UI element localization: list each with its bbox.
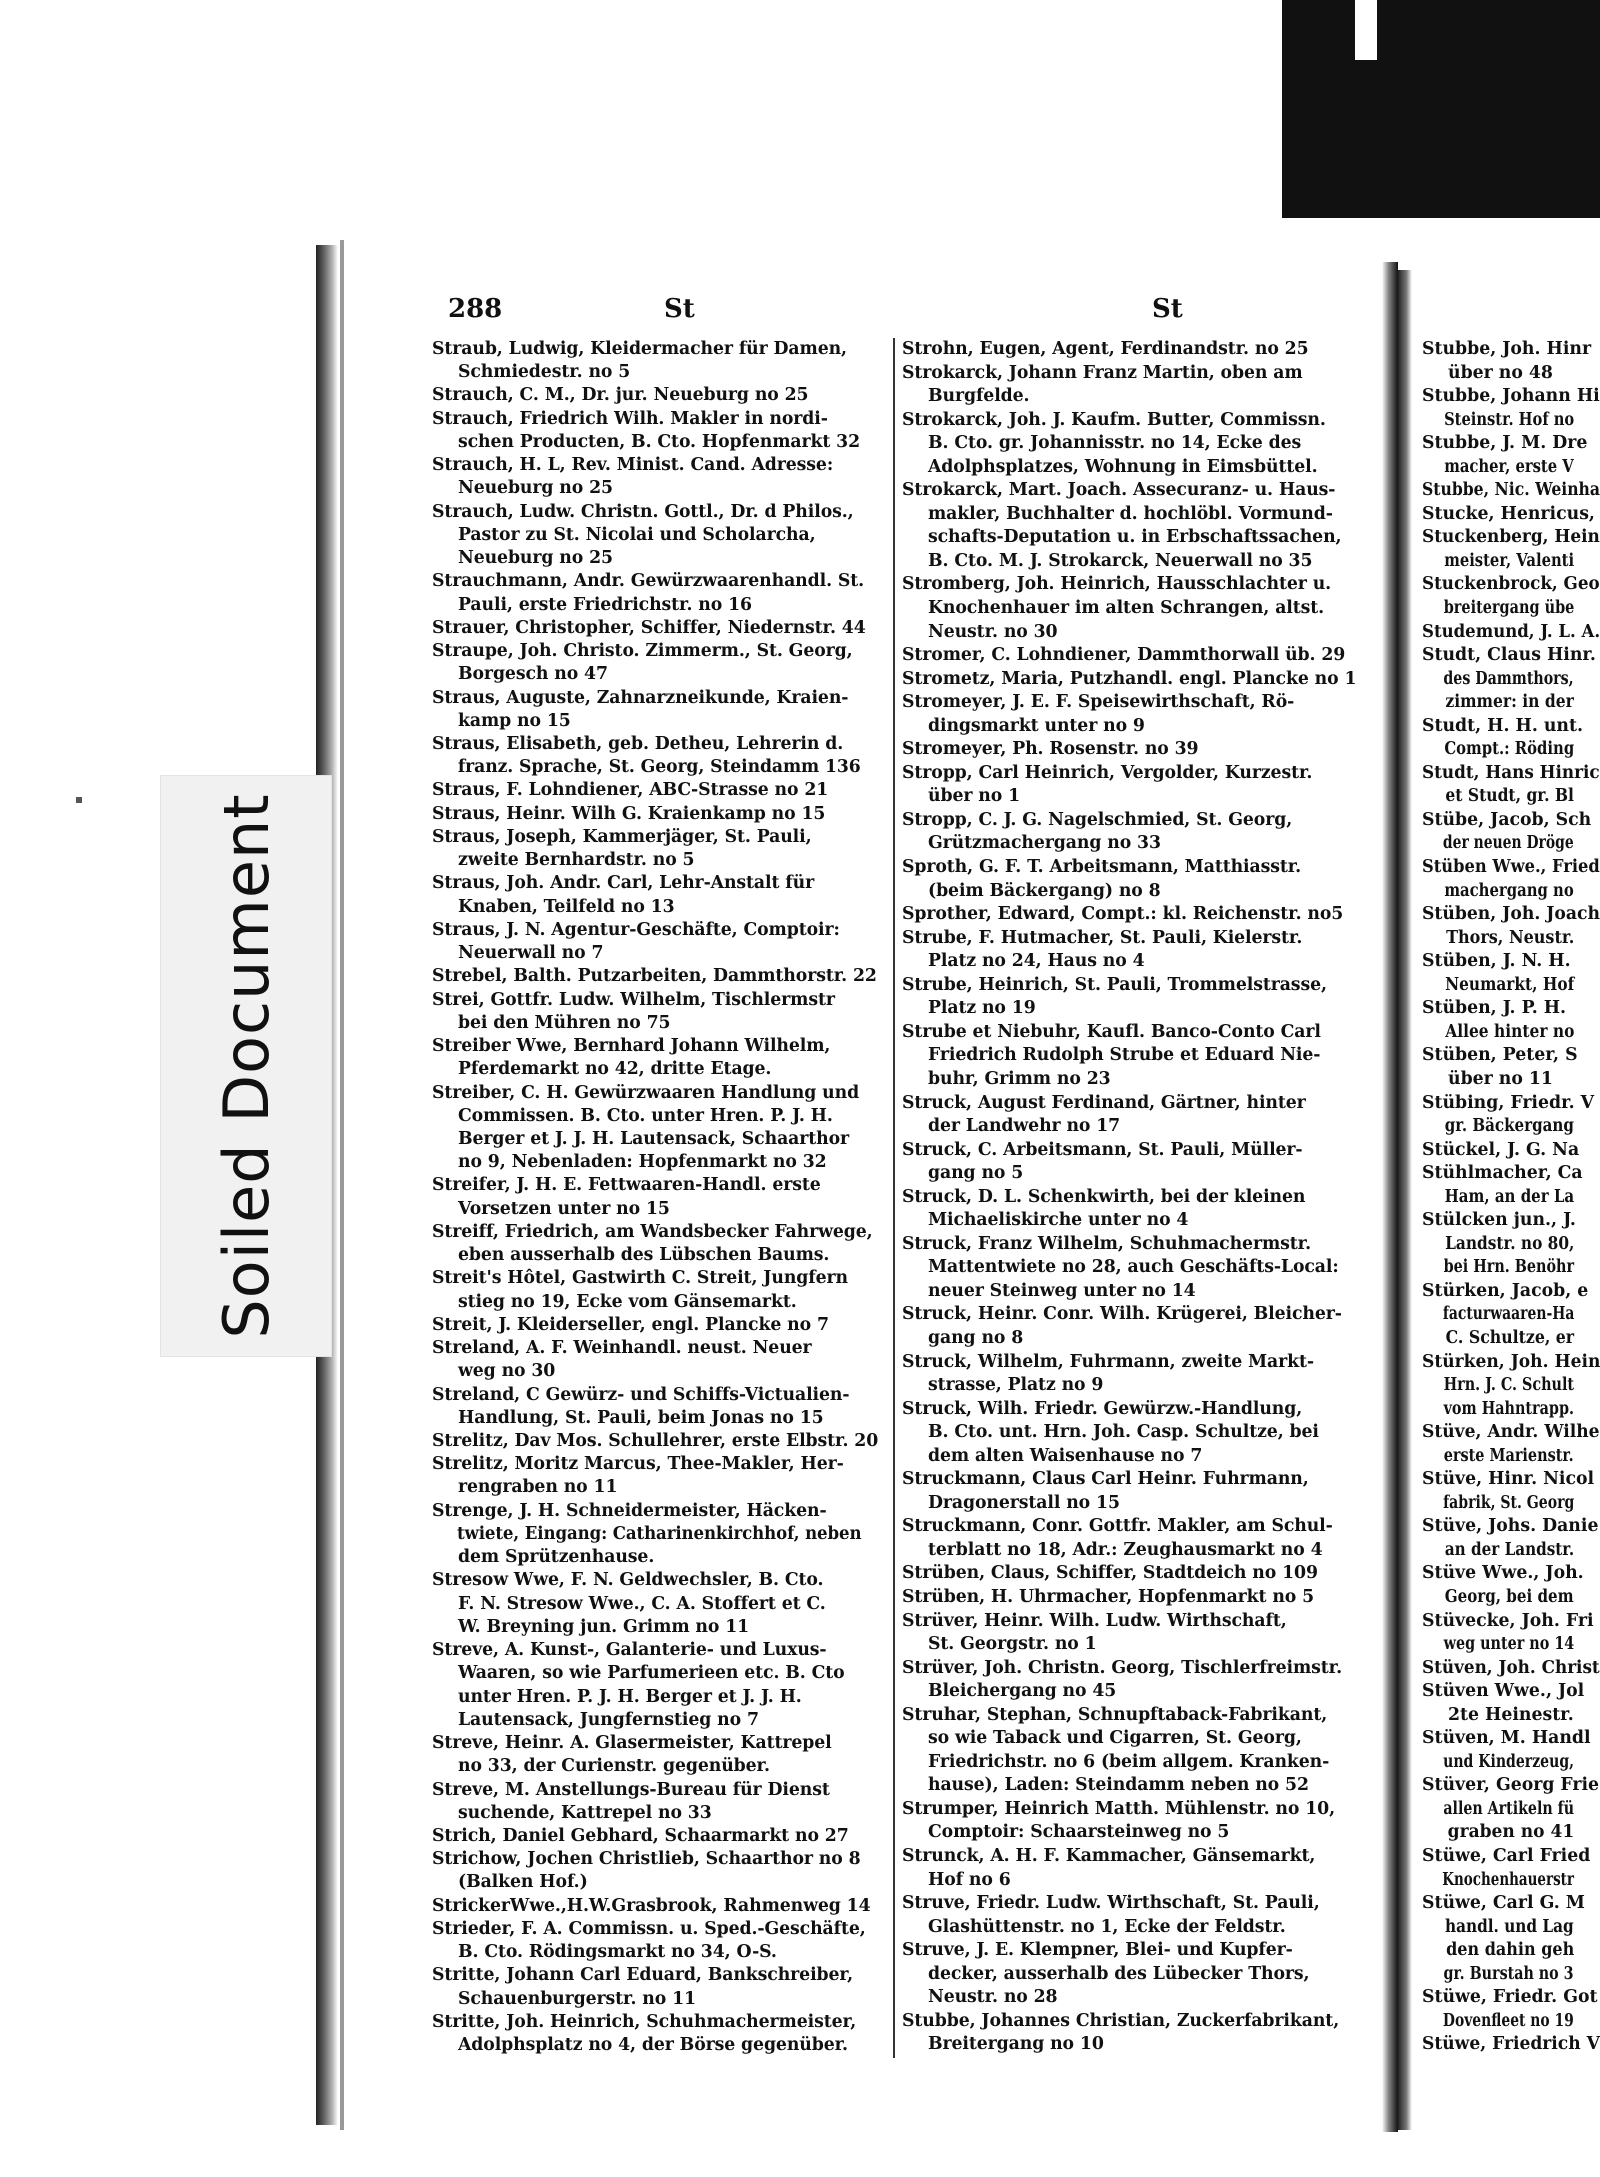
entry-continuation: dingsmarkt unter no 9 [928, 715, 1145, 736]
directory-column-left: Straub, Ludwig, Kleidermacher für Damen, Schmiedestr. no 5 Strauch, C. M., Dr. jur. Neueburg no 25 Strauch, Friedrich Wilh. Makler in nordi- schen Producten, B. Cto. Hopfenmarkt 32 Strauch, H. L, Rev. Minist. Cand. Adresse: Neueburg no 25 Strauch, Ludw. Christn. Gottl., Dr. d Philos., Pastor zu St. Nicolai und Scholarcha, Neueburg no 25 Strauchmann, Andr. Gewürzwaarenhandl. St. Pauli, erste Friedrichstr. no 16 Strauer, Christopher, Schiffer, Niedernstr. 44 Straupe, Joh. Christo. Zimmerm., St. Georg, Borgesch no 47 Straus, Auguste, Zahnarzneikunde, Kraien- kamp no 15 Straus, Elisabeth, geb. Detheu, Lehrerin d. franz. Sprache, St. Georg, Steindamm 136 Straus, F. Lohndiener, ABC-Strasse no 21 Straus, Heinr. Wilh G. Kraienkamp no 15 Straus, Joseph, Kammerjäger, St. Pauli, zweite Bernhardstr. no 5 Straus, Joh. Andr. Carl, Lehr-Anstalt für Knaben, Teilfeld no 13 Straus, J. N. Agentur-Geschäfte, Comptoir: Neuerwall no 7 Strebel, Balth. Putzarbeiten, Dammthorstr. 22 Strei, Gottfr. Ludw. Wilhelm, Tischlermstr bei den Mühren no 75 Streiber Wwe, Bernhard Johann Wilhelm, Pferdemarkt no 42, dritte Etage. Streiber, C. H. Gewürzwaaren Handlung und Commissen. B. Cto. unter Hren. P. J. H. Berger et J. J. H. Lautensack, Schaarthor no 9, Nebenladen: Hopfenmarkt no 32 Streifer, J. H. E. Fettwaaren-Handl. erste Vorsetzen unter no 15 Streiff, Friedrich, am Wandsbecker Fahrwege, eben ausserhalb des Lübschen Baums. Streit's Hôtel, Gastwirth C. Streit, Jungfern stieg no 19, Ecke vom Gänsemarkt. Streit, J. Kleiderseller, engl. Plancke no 7 Streland, A. F. Weinhandl. neust. Neuer weg no 30 Streland, C Gewürz- und Schiffs-Victualien- Handlung, St. Pauli, beim Jonas no 15 Strelitz, Dav Mos. Schullehrer, erste Elbstr. 20 Strelitz, Moritz Marcus, Thee-Makler, Her- rengraben no 11 Strenge, J. H. Schneidermeister, Häcken- twiete, Eingang: Catharinenkirchhof, neben dem Sprützenhause. Stresow Wwe, F. N. Geldwechsler, B. Cto. F. N. Stresow Wwe., C. A. Stoffert et C. W. Breyning jun. Grimm no 11 Streve, A. Kunst-, Galanterie- und Luxus- Waaren, so wie Parfumerieen etc. B. Cto unter Hren. P. J. H. Berger et J. J. H. Lautensack, Jungfernstieg no 7 Streve, Heinr. A. Glasermeister, Kattrepel no 33, der Curienstr. gegenüber. Streve, M. Anstellungs-Bureau für Dienst suchende, Kattrepel no 33 Strich, Daniel Gebhard, Schaarmarkt no 27 Strichow, Jochen Christlieb, Schaarthor no 8 (Balken Hof.) StrickerWwe.,H.W.Grasbrook, Rahmenweg 14 Strieder, F. A. Commissn. u. Sped.-Geschäfte, B. Cto. Rödingsmarkt no 34, O-S. Stritte, Johann Carl Eduard, Bankschreiber, Schauenburgerstr. no 11 Stritte, Joh. Heinrich, Schuhmachermeister, Adolphsplatz no 4, der Börse gegenüber. [432, 338, 887, 2057]
entry-continuation: gang no 5 [928, 1163, 1024, 1184]
entry-continuation: Handlung, St. Pauli, beim Jonas no 15 [458, 1407, 824, 1428]
entry-continuation: rengraben no 11 [458, 1477, 618, 1498]
entry-continuation: Allee hinter no [1445, 1021, 1575, 1042]
entry-continuation: F. N. Stresow Wwe., C. A. Stoffert et C. [458, 1593, 826, 1614]
stamp-label: Soiled Document [209, 793, 283, 1339]
entry-continuation: Neueburg no 25 [458, 478, 613, 499]
entry-continuation: Commissen. B. Cto. unter Hren. P. J. H. [458, 1105, 833, 1126]
entry-continuation: makler, Buchhalter d. hochlöbl. Vormund- [928, 503, 1333, 524]
border-gap [1355, 0, 1377, 60]
entry-continuation: breitergang übe [1443, 598, 1575, 619]
entry-continuation: neuer Steinweg unter no 14 [928, 1280, 1196, 1301]
page-gutter [1382, 262, 1398, 2132]
entry-continuation: Thors, Neustr. [1446, 927, 1575, 948]
entry-continuation: Pastor zu St. Nicolai und Scholarcha, [458, 524, 816, 545]
entry-continuation: über no 1 [928, 786, 1020, 807]
column-divider [893, 338, 895, 2058]
entry-continuation: stieg no 19, Ecke vom Gänsemarkt. [458, 1291, 797, 1312]
entry-continuation: über no 48 [1448, 362, 1553, 383]
entry-continuation: Dovenfleet no 19 [1442, 2010, 1574, 2031]
speck [76, 797, 82, 803]
entry-continuation: gr. Burstah no 3 [1443, 1963, 1574, 1984]
entry-continuation: B. Cto. Rödingsmarkt no 34, O-S. [458, 1942, 777, 1963]
soiled-document-stamp [160, 775, 332, 1357]
entry-continuation: Schauenburgerstr. no 11 [458, 1988, 696, 2009]
entry-continuation: Neustr. no 28 [928, 1987, 1058, 2008]
entry-continuation: so wie Taback und Cigarren, St. Georg, [928, 1728, 1302, 1749]
entry-continuation: weg no 30 [458, 1361, 556, 1382]
entry-continuation: Neueburg no 25 [458, 548, 613, 569]
entry-continuation: über no 11 [1448, 1068, 1553, 1089]
entry-continuation: Bleichergang no 45 [928, 1681, 1117, 1702]
entry-continuation: Adolphsplatz no 4, der Börse gegenüber. [458, 2035, 848, 2056]
entry-continuation: (Balken Hof.) [458, 1872, 588, 1893]
entry-continuation: W. Breyning jun. Grimm no 11 [458, 1616, 750, 1637]
entry-continuation: Compt.: Röding [1444, 739, 1575, 760]
entry-continuation: vom Hahntrapp. [1443, 1398, 1574, 1419]
entry-continuation: des Dammthors, [1443, 668, 1574, 689]
entry-continuation: strasse, Platz no 9 [928, 1375, 1104, 1396]
page-gutter-next [1398, 270, 1412, 2130]
entry-continuation: no 9, Nebenladen: Hopfenmarkt no 32 [458, 1152, 827, 1173]
entry-continuation: B. Cto. unt. Hrn. Joh. Casp. Schultze, bei [928, 1422, 1319, 1443]
entry-continuation: Friedrichstr. no 6 (beim allgem. Kranken- [928, 1751, 1330, 1772]
entry-continuation: graben no 41 [1447, 1822, 1575, 1843]
entry-continuation: zimmer: in der [1445, 692, 1574, 713]
entry-continuation: facturwaaren-Ha [1442, 1304, 1575, 1325]
entry-continuation: den dahin geh [1446, 1940, 1575, 1961]
entry-continuation: C. Schultze, er [1445, 1327, 1575, 1348]
entry-continuation: Neumarkt, Hof [1445, 974, 1575, 995]
entry-continuation: Platz no 19 [928, 998, 1036, 1019]
entry-continuation: schen Producten, B. Cto. Hopfenmarkt 32 [458, 431, 861, 452]
entry-continuation: Knaben, Teilfeld no 13 [458, 896, 675, 917]
entry-continuation: bei den Mühren no 75 [458, 1012, 671, 1033]
entry-continuation: Comptoir: Schaarsteinweg no 5 [928, 1822, 1230, 1843]
entry-continuation: Pauli, erste Friedrichstr. no 16 [458, 594, 752, 615]
page-edge [340, 240, 344, 2130]
entry-continuation: unter Hren. P. J. H. Berger et J. J. H. [458, 1686, 802, 1707]
entry-continuation: Knochenhauer im alten Schrangen, altst. [928, 598, 1325, 619]
dark-border-strip [1282, 0, 1600, 218]
entry-continuation: suchende, Kattrepel no 33 [458, 1802, 712, 1823]
directory-column-right: Strohn, Eugen, Agent, Ferdinandstr. no 25 Strokarck, Johann Franz Martin, oben am Burgfelde. Strokarck, Joh. J. Kaufm. Butter, Commissn. B. Cto. gr. Johannisstr. no 14, Ecke des Adolphsplatzes, Wohnung in Eimsbüttel. Strokarck, Mart. Joach. Assecuranz- u. Haus- makler, Buchhalter d. hochlöbl. Vormund- schafts-Deputation u. in Erbschaftssachen, B. Cto. M. J. Strokarck, Neuerwall no 35 Stromberg, Joh. Heinrich, Hausschlachter u. Knochenhauer im alten Schrangen, altst. Neustr. no 30 Stromer, C. Lohndiener, Dammthorwall üb. 29 Strometz, Maria, Putzhandl. engl. Plancke no 1 Stromeyer, J. E. F. Speisewirthschaft, Rö- dingsmarkt unter no 9 Stromeyer, Ph. Rosenstr. no 39 Stropp, Carl Heinrich, Vergolder, Kurzestr. über no 1 Stropp, C. J. G. Nagelschmied, St. Georg, Grützmachergang no 33 Sproth, G. F. T. Arbeitsmann, Matthiasstr. (beim Bäckergang) no 8 Sprother, Edward, Compt.: kl. Reichenstr. no5 Strube, F. Hutmacher, St. Pauli, Kielerstr. Platz no 24, Haus no 4 Strube, Heinrich, St. Pauli, Trommelstrasse, Platz no 19 Strube et Niebuhr, Kaufl. Banco-Conto Carl Friedrich Rudolph Strube et Eduard Nie- buhr, Grimm no 23 Struck, August Ferdinand, Gärtner, hinter der Landwehr no 17 Struck, C. Arbeitsmann, St. Pauli, Müller- gang no 5 Struck, D. L. Schenkwirth, bei der kleinen Michaeliskirche unter no 4 Struck, Franz Wilhelm, Schuhmachermstr. Mattentwiete no 28, auch Geschäfts-Local: neuer Steinweg unter no 14 Struck, Heinr. Conr. Wilh. Krügerei, Bleicher- gang no 8 Struck, Wilhelm, Fuhrmann, zweite Markt- strasse, Platz no 9 Struck, Wilh. Friedr. Gewürzw.-Handlung, B. Cto. unt. Hrn. Joh. Casp. Schultze, bei dem alten Waisenhause no 7 Struckmann, Claus Carl Heinr. Fuhrmann, Dragonerstall no 15 Struckmann, Conr. Gottfr. Makler, am Schul- terblatt no 18, Adr.: Zeughausmarkt no 4 Strüben, Claus, Schiffer, Stadtdeich no 109 Strüben, H. Uhrmacher, Hopfenmarkt no 5 Strüver, Heinr. Wilh. Ludw. Wirthschaft, St. Georgstr. no 1 Strüver, Joh. Christn. Georg, Tischlerfreimstr. Bleichergang no 45 Struhar, Stephan, Schnupftaback-Fabrikant, so wie Taback und Cigarren, St. Georg, Friedrichstr. no 6 (beim allgem. Kranken- hause), Laden: Steindamm neben no 52 Strumper, Heinrich Matth. Mühlenstr. no 10, Comptoir: Schaarsteinweg no 5 Strunck, A. H. F. Kammacher, Gänsemarkt, Hof no 6 Struve, Friedr. Ludw. Wirthschaft, St. Pauli, Glashüttenstr. no 1, Ecke der Feldstr. Struve, J. E. Klempner, Blei- und Kupfer- decker, ausserhalb des Lübecker Thors, Neustr. no 28 Stubbe, Johannes Christian, Zuckerfabrikant, Breitergang no 10 [902, 338, 1372, 2057]
entry-continuation: Platz no 24, Haus no 4 [928, 951, 1145, 972]
entry-continuation: Grützmachergang no 33 [928, 833, 1161, 854]
entry-continuation: Michaeliskirche unter no 4 [928, 1210, 1189, 1231]
entry-continuation: Georg, bei dem [1444, 1586, 1574, 1607]
entry-continuation: erste Marienstr. [1443, 1445, 1574, 1466]
entry-continuation: (beim Bäckergang) no 8 [928, 880, 1161, 901]
entry-continuation: Hof no 6 [928, 1869, 1011, 1890]
entry-continuation: Lautensack, Jungfernstieg no 7 [458, 1709, 759, 1730]
entry-continuation: Waaren, so wie Parfumerieen etc. B. Cto [458, 1663, 845, 1684]
entry-continuation: Burgfelde. [928, 386, 1030, 407]
entry-continuation: weg unter no 14 [1443, 1634, 1575, 1655]
entry-continuation: Ham, an der La [1444, 1186, 1575, 1207]
header-letter-right: St [1152, 294, 1183, 324]
entry-continuation: decker, ausserhalb des Lübecker Thors, [928, 1963, 1310, 1984]
entry-continuation: der neuen Dröge [1442, 833, 1574, 854]
entry-continuation: hause), Laden: Steindamm neben no 52 [928, 1775, 1309, 1796]
entry-continuation: Dragonerstall no 15 [928, 1492, 1120, 1513]
entry-continuation: Friedrich Rudolph Strube et Eduard Nie- [928, 1045, 1321, 1066]
entry-continuation: meister, Valenti [1444, 550, 1575, 571]
entry-continuation: twiete, Eingang: Catharinenkirchhof, neben [456, 1523, 862, 1544]
entry-continuation: Neuerwall no 7 [458, 943, 604, 964]
entry-continuation: Pferdemarkt no 42, dritte Etage. [458, 1059, 772, 1080]
entry-continuation: und Kinderzeug, [1443, 1751, 1575, 1772]
entry-continuation: fabrik, St. Georg [1443, 1492, 1575, 1513]
entry-continuation: Hrn. J. C. Schult [1443, 1375, 1575, 1396]
entry-continuation: macher, erste V [1444, 456, 1574, 477]
entry-continuation: terblatt no 18, Adr.: Zeughausmarkt no 4 [928, 1539, 1323, 1560]
entry-continuation: et Studt, gr. Bl [1445, 786, 1574, 807]
entry-continuation: Berger et J. J. H. Lautensack, Schaarthor [458, 1128, 850, 1149]
entry-continuation: handl. und Lag [1444, 1916, 1574, 1937]
directory-column-next-page: Stubbe, Joh. Hinr über no 48 Stubbe, Johann Hi Steinstr. Hof no Stubbe, J. M. Dre macher, erste V Stubbe, Nic. Weinha Stucke, Henricus, Stuckenberg, Hein meister, Valenti Stuckenbrock, Geo breitergang übe Studemund, J. L. A. Studt, Claus Hinr. des Dammthors, zimmer: in der Studt, H. H. unt. Compt.: Röding Studt, Hans Hinric et Studt, gr. Bl Stübe, Jacob, Sch der neuen Dröge Stüben Wwe., Fried machergang no Stüben, Joh. Joach Thors, Neustr. Stüben, J. N. H. Neumarkt, Hof Stüben, J. P. H. Allee hinter no Stüben, Peter, S über no 11 Stübing, Friedr. V gr. Bäckergang Stückel, J. G. Na Stühlmacher, Ca Ham, an der La Stülcken jun., J. Landstr. no 80, bei Hrn. Benöhr Stürken, Jacob, e facturwaaren-Ha C. Schultze, er Stürken, Joh. Hein Hrn. J. C. Schult vom Hahntrapp. Stüve, Andr. Wilhe erste Marienstr. Stüve, Hinr. Nicol fabrik, St. Georg Stüve, Johs. Danie an der Landstr. Stüve Wwe., Joh. Georg, bei dem Stüvecke, Joh. Fri weg unter no 14 Stüven, Joh. Christ Stüven Wwe., Jol 2te Heinestr. Stüven, M. Handl und Kinderzeug, Stüver, Georg Frie allen Artikeln fü graben no 41 Stüwe, Carl Fried Knochenhauerstr Stüwe, Carl G. M handl. und Lag den dahin geh gr. Burstah no 3 Stüwe, Friedr. Got Dovenfleet no 19 Stüwe, Friedrich V [1422, 339, 1600, 2055]
entry-continuation: Borgesch no 47 [458, 664, 608, 685]
entry-continuation: franz. Sprache, St. Georg, Steindamm 136 [457, 757, 861, 778]
entry-continuation: Knochenhauerstr [1442, 1869, 1574, 1890]
entry-continuation: allen Artikeln fü [1443, 1798, 1575, 1819]
entry-continuation: gang no 8 [928, 1327, 1024, 1348]
entry-continuation: machergang no [1444, 880, 1574, 901]
entry-continuation: dem Sprützenhause. [458, 1547, 655, 1568]
entry-continuation: Breitergang no 10 [928, 2034, 1104, 2055]
entry-continuation: dem alten Waisenhause no 7 [928, 1445, 1203, 1466]
entry-continuation: zweite Bernhardstr. no 5 [458, 850, 695, 871]
entry-continuation: bei Hrn. Benöhr [1443, 1257, 1575, 1278]
entry-continuation: buhr, Grimm no 23 [928, 1068, 1111, 1089]
entry-continuation: kamp no 15 [458, 710, 571, 731]
entry-continuation: 2te Heinestr. [1448, 1704, 1574, 1725]
entry-continuation: Adolphsplatzes, Wohnung in Eimsbüttel. [928, 456, 1318, 477]
entry-continuation: Steinstr. Hof no [1444, 409, 1575, 430]
page-number: 288 [448, 294, 503, 324]
entry-continuation: Vorsetzen unter no 15 [458, 1198, 670, 1219]
entry-continuation: gr. Bäckergang [1444, 1116, 1574, 1137]
header-letter-left: St [664, 294, 695, 324]
entry-continuation: der Landwehr no 17 [928, 1116, 1121, 1137]
entry-continuation: schafts-Deputation u. in Erbschaftssachen, [928, 527, 1342, 548]
entry-continuation: B. Cto. gr. Johannisstr. no 14, Ecke des [928, 433, 1302, 454]
entry-continuation: eben ausserhalb des Lübschen Baums. [458, 1245, 830, 1266]
entry-continuation: Schmiedestr. no 5 [458, 362, 631, 383]
entry-continuation: Mattentwiete no 28, auch Geschäfts-Local: [928, 1257, 1339, 1278]
entry-continuation: St. Georgstr. no 1 [928, 1634, 1097, 1655]
entry-continuation: B. Cto. M. J. Strokarck, Neuerwall no 35 [928, 550, 1313, 571]
entry-continuation: Glashüttenstr. no 1, Ecke der Feldstr. [928, 1916, 1286, 1937]
entry-continuation: no 33, der Curienstr. gegenüber. [458, 1756, 770, 1777]
entry-continuation: Neustr. no 30 [928, 621, 1058, 642]
entry-continuation: an der Landstr. [1444, 1539, 1575, 1560]
entry-continuation: Landstr. no 80, [1445, 1233, 1575, 1254]
